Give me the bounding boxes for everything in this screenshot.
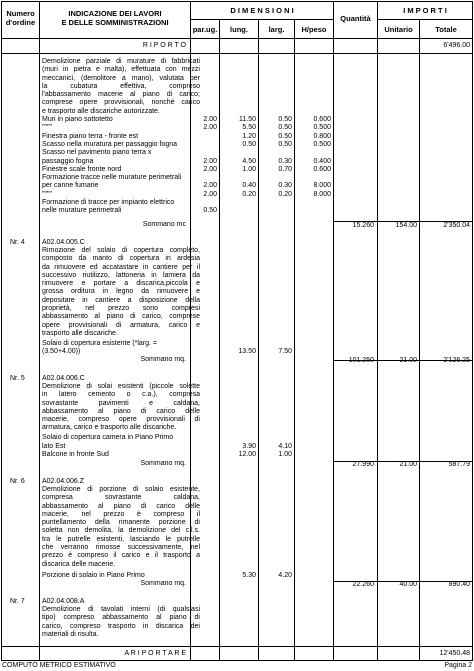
- grid-line: [39, 1, 40, 660]
- riportare-total: 12'450.48: [439, 650, 470, 657]
- item1-row-label: per canne fumarie: [42, 182, 99, 190]
- item5-totale: 587.79: [448, 461, 470, 468]
- item1-row-larg: 0.70: [278, 165, 292, 173]
- item5-description: Demolizione di solai esistenti (piccole solette in latero cemento o c.a.), compresa sovrastante pavimenti e caldana, abbassamento al piano di carico delle macerie, compreso opere provvisionali di armatura, carico e trasporto alle discariche.: [42, 383, 200, 432]
- item6-code: A02.04.006.Z: [42, 478, 85, 485]
- item1-row-lung: 4.50: [242, 157, 256, 165]
- item1-row-lung: 1.00: [242, 165, 256, 173]
- item7-number: Nr. 7: [10, 598, 25, 605]
- item5-unitario: 21.00: [399, 461, 417, 468]
- item1-row-lung: 0.20: [242, 190, 256, 198]
- header-dimensioni: D I M E N S I O N I: [230, 6, 294, 15]
- header-indicazione-2: E DELLE SOMMINISTRAZIONI: [61, 18, 169, 27]
- item1-row-h: 0.500: [313, 124, 331, 132]
- item1-row-h: 8.000: [313, 190, 331, 198]
- header-lung: lung.: [230, 25, 248, 34]
- item1-row-lung: 0.40: [242, 182, 256, 190]
- item1-sommano: Sommano mc: [142, 221, 186, 228]
- item6-lung: 5.30: [242, 572, 256, 579]
- item5-row-larg: 4.10: [278, 443, 292, 450]
- item1-row-label: Formazione di tracce per impianto elettrico: [42, 199, 175, 206]
- item1-row-label: Scasso nella muratura per passaggio fogna: [42, 140, 178, 148]
- item4-unitario: 21.00: [399, 357, 417, 364]
- item1-row-h: 0.500: [313, 140, 331, 148]
- footer-page-number: Pagina 2: [444, 662, 472, 669]
- header-unitario: Unitario: [384, 25, 413, 34]
- item1-row-par: 2.00: [203, 157, 217, 165]
- item5-row-larg: 1.00: [278, 451, 292, 458]
- grid-line: [333, 1, 334, 660]
- item1-row-larg: 0.50: [278, 124, 292, 132]
- grid-line: [1, 1, 473, 2]
- item1-totale: 2'350.04: [443, 222, 470, 229]
- item1-row-label: Formazione tracce nelle murature perimetrali: [42, 174, 182, 182]
- item4-quantita: 101.250: [348, 357, 374, 364]
- item6-description: Demolizione di porzione di solaio esistente, compresa sovrastante caldana, abbassamento al piano di carico delle macerie, nel prezzo è compreso il puntellamento della rimanente porzione di soletta non demolita, la demolizione del c.l.s. tra le putrelle esistenti, lasciando le putrelle che verranno rimosse successivamente, nel prezzo è compreso il carico e il trasporto a discarica delle macerie.: [42, 486, 200, 568]
- header-larg: larg.: [268, 25, 285, 34]
- item4-code: A02.04.005.C: [42, 239, 85, 246]
- grid-line: [1, 38, 473, 39]
- item1-row-lung: 11.50: [239, 116, 256, 123]
- item5-sub-1: Solaio di copertura camera in Piano Primo: [42, 434, 174, 441]
- item4-larg: 7.50: [278, 348, 292, 355]
- item7-description: Demolizione di tavolati interni (di qualsiasi tipo) compreso abbassamento al piano di carico, compreso trasporto in discarica dei materiali di risulta.: [42, 606, 200, 638]
- grid-line: [377, 19, 472, 20]
- item1-row-h: 0.800: [313, 132, 331, 140]
- grid-line: [1, 1, 2, 660]
- item4-number: Nr. 4: [10, 239, 25, 246]
- header-quantita: Quantità: [340, 14, 371, 23]
- item1-row-par: 2.00: [203, 165, 217, 173]
- item1-row-h: 0.600: [313, 165, 331, 173]
- grid-line: [377, 1, 378, 660]
- item6-sub-1: Porzione di solaio in Piano Primo: [42, 572, 145, 579]
- item1-row-label: Finestre scale fronte nord: [42, 165, 122, 173]
- grid-line: [419, 19, 420, 660]
- item4-totale: 2'126.25: [443, 357, 470, 364]
- item5-row-label: Balcone in fronte Sud: [42, 451, 109, 458]
- item6-sommano: Sommano mq.: [140, 580, 186, 587]
- item1-row-h: 0.400: [313, 157, 331, 165]
- item6-totale: 890.40: [448, 581, 470, 588]
- item1-row-par: 2.00: [203, 116, 217, 123]
- header-par-ug: par.ug.: [192, 25, 218, 34]
- item4-sub-1: Solaio di copertura esistente (*larg. =: [42, 340, 157, 347]
- item5-number: Nr. 5: [10, 375, 25, 382]
- riporto-total: 6'496.00: [443, 42, 470, 49]
- item1-row-larg: 0.30: [278, 182, 292, 190]
- item1-quantita: 15.260: [352, 222, 374, 229]
- item1-row-lung: 5.50: [242, 124, 256, 132]
- item1-row-label: Muri in piano sottotetto: [42, 116, 113, 123]
- item1-row-label: """": [42, 124, 52, 132]
- item1-row-larg: 0.20: [278, 190, 292, 198]
- grid-line: [1, 660, 473, 661]
- item1-row-h: 8.000: [313, 182, 331, 190]
- item4-description: Rimozione del solaio di copertura completo, composto da manto di copertura in ardesia da rimuovere ed accatastare in cantiere per il successivo riutilizzo, lattoneria in lamiera da rimuovere e portare a discarica,piccola e grossa orditura in legno da rimuovere e depositare in cantiere a disposizione della proprietà, nel prezzo sono compresi abbassamento al piano di carico, comprese opere provvisionali di armatura, carico e trasporto alle discariche.: [42, 247, 200, 337]
- item1-row-lung: 0.50: [242, 140, 256, 148]
- grid-line: [1, 646, 473, 647]
- footer-document-title: COMPUTO METRICO ESTIMATIVO: [2, 662, 116, 669]
- item5-code: A02.04.006.C: [42, 375, 85, 382]
- item6-larg: 4.20: [278, 572, 292, 579]
- item1-row-label: Scasso nel pavimento piano terra x: [42, 149, 152, 157]
- riporto-label: R I P O R T O: [142, 42, 186, 49]
- item1-row-label: nelle murature perimetrali: [42, 207, 122, 215]
- item1-row-par: 2.00: [203, 182, 217, 190]
- header-importi: I M P O R T I: [403, 6, 447, 15]
- item5-row-lung: 12.00: [238, 451, 256, 458]
- header-hpeso: H/peso: [301, 25, 327, 34]
- header-totale: Totale: [435, 25, 457, 34]
- item1-row-label: """": [42, 190, 52, 198]
- item5-sommano: Sommano mq.: [140, 460, 186, 467]
- header-numero: Numero: [6, 9, 35, 18]
- item5-row-lung: 3.90: [242, 443, 256, 450]
- item4-sommano: Sommano mq.: [140, 356, 186, 363]
- item1-row-label: passaggio fogna: [42, 157, 94, 165]
- item7-code: A02.04.008.A: [42, 598, 85, 605]
- item1-row-par: 2.00: [203, 190, 217, 198]
- item1-row-larg: 0.50: [278, 132, 292, 140]
- item1-row-par: 0.50: [203, 207, 217, 215]
- item1-row-lung: 1.20: [242, 132, 256, 140]
- item5-row-label: lato Est: [42, 443, 66, 450]
- item5-quantita: 27.990: [352, 461, 374, 468]
- item1-row-h: 0.600: [313, 116, 331, 123]
- item4-sub-2: (3.50+4.00)): [42, 348, 81, 355]
- item6-quantita: 22.260: [352, 581, 374, 588]
- item1-unitario: 154.00: [395, 222, 417, 229]
- grid-line: [472, 1, 473, 660]
- header-indicazione-1: INDICAZIONE DEI LAVORI: [68, 9, 162, 18]
- item6-number: Nr. 6: [10, 478, 25, 485]
- riportare-label: A R I P O R T A R E: [124, 650, 186, 657]
- item1-description: Demolizione parziale di murature di fabbricati (muri in pietra e malta), effettuata con mezzi meccanici, (demolitore a mano), valutata per la cubatura effettiva, compreso l'abbassamento macerie al piano di carico; comprese opere provvisionali, nonché carico e trasporto alle discariche autorizzate.: [42, 58, 200, 115]
- item4-lung: 13.50: [238, 348, 256, 355]
- item1-row-larg: 0.50: [278, 116, 292, 123]
- header-ordine: d'ordine: [5, 18, 36, 27]
- grid-line: [1, 53, 473, 54]
- item1-row-par: 2.00: [203, 124, 217, 132]
- item1-row-larg: 0.50: [278, 140, 292, 148]
- item1-row-label: Finestra piano terra - fronte est: [42, 132, 139, 140]
- grid-line: [190, 19, 333, 20]
- item1-row-larg: 0.30: [278, 157, 292, 165]
- item6-unitario: 40.00: [399, 581, 417, 588]
